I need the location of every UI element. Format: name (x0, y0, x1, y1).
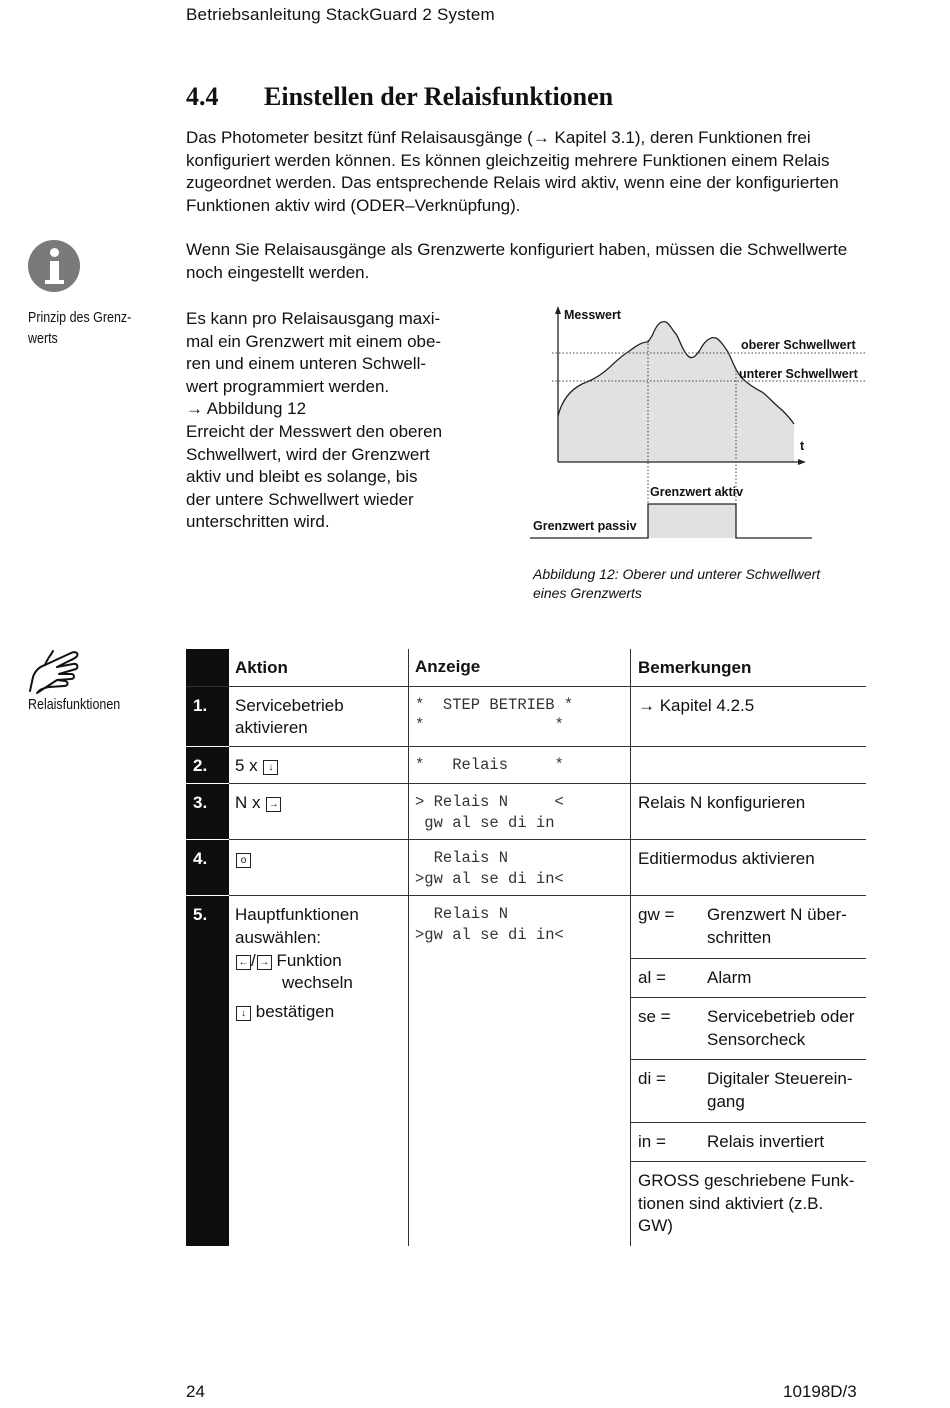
header-action: Aktion (229, 649, 409, 686)
step-number: 4. (186, 840, 229, 896)
t-axis-arrow (798, 459, 806, 465)
step-action: Servicebetrieb aktivieren (229, 686, 409, 746)
page-number: 24 (186, 1382, 205, 1401)
lower-threshold-label: unterer Schwellwert (739, 367, 858, 381)
step-action: Hauptfunktionen auswählen: ← / → Funktion wechseln ↓ bestätigen (229, 896, 409, 1246)
table-row (186, 686, 866, 746)
step-remark: Relais N konfigurieren (631, 784, 867, 840)
principle-label: Prinzip des Grenz- werts (28, 310, 132, 347)
step-display: Relais N >gw al se di in< (409, 896, 631, 1246)
active-state-area (648, 504, 736, 538)
step-number: 1. (186, 686, 229, 746)
step-action (229, 840, 409, 896)
y-axis-arrow (555, 306, 561, 314)
step-number: 2. (186, 746, 229, 784)
table-header-row (186, 649, 866, 686)
t-axis-label: t (800, 439, 805, 453)
note-paragraph: Wenn Sie Relaisausgänge als Grenzwerte konfiguriert haben, müssen die Schwellwerte noch eingestellt werden. (186, 240, 848, 282)
relay-functions-label: Relaisfunktionen (28, 697, 121, 713)
document-id: 10198D/3 (783, 1382, 857, 1401)
upper-threshold-label: oberer Schwellwert (741, 338, 856, 352)
intro-paragraph: Das Photometer besitzt fünf Relaisausgänge (→ Kapitel 3.1), deren Funktionen frei konfiguriert werden können. Es können gleichzeitig mehrere Funktionen einem Relais zugeordnet werden. Das entsprechende Relais wird aktiv, wenn eine der konfigurierten Funktionen aktiv wird (ODER–Verknüpfung). (186, 128, 839, 215)
step-display: Relais N >gw al se di in< (409, 840, 631, 896)
right-key-icon: → (266, 797, 281, 812)
down-key-icon: ↓ (263, 760, 278, 775)
step-remark (631, 896, 867, 1246)
info-icon (28, 240, 80, 292)
function-definitions (631, 896, 866, 1246)
figure-caption: Abbildung 12: Oberer und unterer Schwellwert eines Grenzwerts (533, 566, 821, 601)
section-title: Einstellen der Relaisfunktionen (264, 82, 614, 111)
step-remark (631, 746, 867, 784)
running-header: Betriebsanleitung StackGuard 2 System (186, 5, 495, 24)
definition-row: se = Servicebetrieb oder Sensorcheck (631, 998, 866, 1060)
active-label: Grenzwert aktiv (650, 485, 744, 499)
step-number: 5. (186, 896, 229, 1246)
down-key-icon: ↓ (236, 1006, 251, 1021)
table-row (186, 784, 866, 840)
section-number: 4.4 (186, 82, 219, 111)
threshold-diagram (530, 300, 880, 545)
step-action: 5 x ↓ (229, 746, 409, 784)
pointing-hand-icon (27, 647, 83, 695)
relay-steps-table (186, 649, 866, 1246)
definition-row: in = Relais invertiert (631, 1122, 866, 1162)
step-remark: Editiermodus aktivieren (631, 840, 867, 896)
step-remark: → Kapitel 4.2.5 (631, 686, 867, 746)
definition-row: di = Digitaler Steuerein- gang (631, 1060, 866, 1122)
table-row (186, 746, 866, 784)
table-row (186, 896, 866, 1246)
header-display: Anzeige (409, 649, 631, 686)
table-row (186, 840, 866, 896)
figure-reference-link[interactable]: → Abbildung 12 (186, 399, 307, 419)
left-key-icon: ← (236, 955, 251, 970)
definition-row: gw = Grenzwert N über- schritten (631, 896, 866, 958)
header-num-cell (186, 649, 229, 686)
principle-paragraph: Es kann pro Relaisausgang maxi- mal ein Grenzwert mit einem obe- ren und einem unteren Schwell- wert programmiert werden. → Abbildung 12 Erreicht der Messwert den oberen Schwellwert, wird der Grenzwert aktiv und bleibt es solange, bis der untere Schwellwert wieder unterschritten wird. (186, 308, 486, 534)
step-display: * Relais * (409, 746, 631, 784)
step-action: N x → (229, 784, 409, 840)
header-remarks: Bemerkungen (631, 649, 867, 686)
step-number: 3. (186, 784, 229, 840)
definition-note-row: GROSS geschriebene Funk- tionen sind aktiviert (z.B. GW) (638, 1171, 855, 1236)
y-axis-label: Messwert (564, 308, 621, 322)
passive-label: Grenzwert passiv (533, 519, 637, 533)
definition-row: al = Alarm (631, 958, 866, 998)
enter-key-icon: o (236, 853, 251, 868)
step-display: > Relais N < gw al se di in (409, 784, 631, 840)
right-key-icon: → (257, 955, 272, 970)
step-display: * STEP BETRIEB * * * (409, 686, 631, 746)
